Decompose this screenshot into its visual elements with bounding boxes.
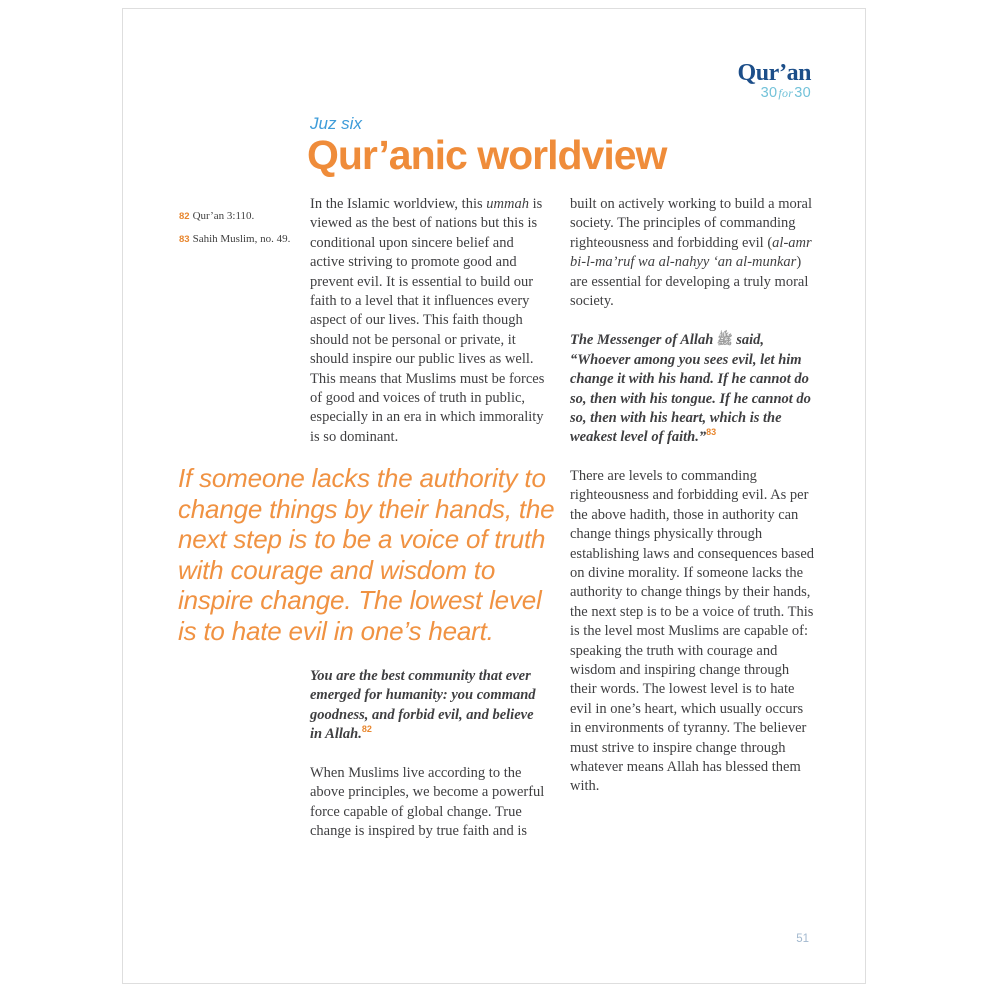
footnote-number: 82 xyxy=(179,211,190,222)
footnote-ref: 83 xyxy=(706,427,717,438)
document-page xyxy=(122,8,866,984)
text-segment: built on actively working to build a moral society. The principles of commanding righteousness and forbidding evil ( xyxy=(570,196,813,251)
footnote-ref: 82 xyxy=(361,724,372,735)
footnote-82 xyxy=(179,204,309,227)
text-segment: is viewed as the best of nations but this is conditional upon sincere belief and active striving to promote good and prevent evil. It is essential to build our faith to a level that it influences every aspect of our lives. This faith though should not be personal or private, it should inspire our public lives as well. This means that Muslims must be forces of good and voices of truth in public, especially in an era in which immorality is so dominant. xyxy=(310,196,545,445)
page-number: 51 xyxy=(796,933,809,945)
section-kicker: Juz six xyxy=(310,114,362,133)
quran-verse-quote xyxy=(310,667,538,745)
text-segment: In the Islamic worldview, this xyxy=(310,196,487,212)
logo-sub-30-left: 30 xyxy=(760,85,778,101)
text-segment: ) are essential for developing a truly moral society. xyxy=(570,254,809,310)
text-segment: al-amr bi-l-ma’ruf wa al-nahyy ‘an al-munkar xyxy=(570,234,812,271)
column-2 xyxy=(570,195,816,797)
text-segment: The Messenger of Allah xyxy=(570,332,717,349)
hadith-quote xyxy=(570,330,816,447)
brand-logo xyxy=(738,61,811,101)
footnote-text: Qur’an 3:110. xyxy=(192,210,255,222)
footnote-83 xyxy=(179,227,309,250)
body-paragraph: When Muslims live according to the above principles, we become a powerful force capable of global change. True change is inspired by true faith and is xyxy=(310,765,545,840)
logo-subtitle xyxy=(738,86,811,101)
footnote-number: 83 xyxy=(179,234,190,245)
logo-sub-for: for xyxy=(778,86,794,100)
logo-sub-30-right: 30 xyxy=(794,85,811,101)
body-paragraph: There are levels to commanding righteousness and forbidding evil. As per the above hadith, those in authority can change things physically through establishing laws and consequences based on divine morality. If someone lacks the authority to change things by their hands, the next step is to be a voice of truth. This is the level most Muslims are capable of: speaking the truth with courage and wisdom and inspiring change through their words. The lowest level is to hate evil in one’s heart, which usually occurs in environments of tyranny. The believer must strive to inspire change through whatever means Allah has blessed them with. xyxy=(570,467,815,795)
text-segment: You are the best community that ever emerged for humanity: you command goodness, and forbid evil, and believe in Allah. xyxy=(310,668,536,743)
body-paragraph xyxy=(310,195,548,447)
pbuh-symbol: ﷺ xyxy=(716,332,733,348)
text-segment: ummah xyxy=(486,196,529,212)
logo-title: Qur’an xyxy=(737,60,811,86)
text-segment: said, “Whoever among you sees evil, let him change it with his hand. If he cannot do so, then with his tongue. If he cannot do so, then with his heart, which is the weakest level of faith.” xyxy=(570,332,811,446)
footnotes xyxy=(179,204,309,250)
body-paragraph xyxy=(570,195,816,311)
pull-quote: If someone lacks the authority to change things by their hands, the next step is to be a voice of truth with courage and wisdom to inspire change. The lowest level is to hate evil in one’s heart. xyxy=(178,463,555,646)
footnote-text: Sahih Muslim, no. 49. xyxy=(192,233,291,245)
page-title: Qur’anic worldview xyxy=(307,132,667,178)
